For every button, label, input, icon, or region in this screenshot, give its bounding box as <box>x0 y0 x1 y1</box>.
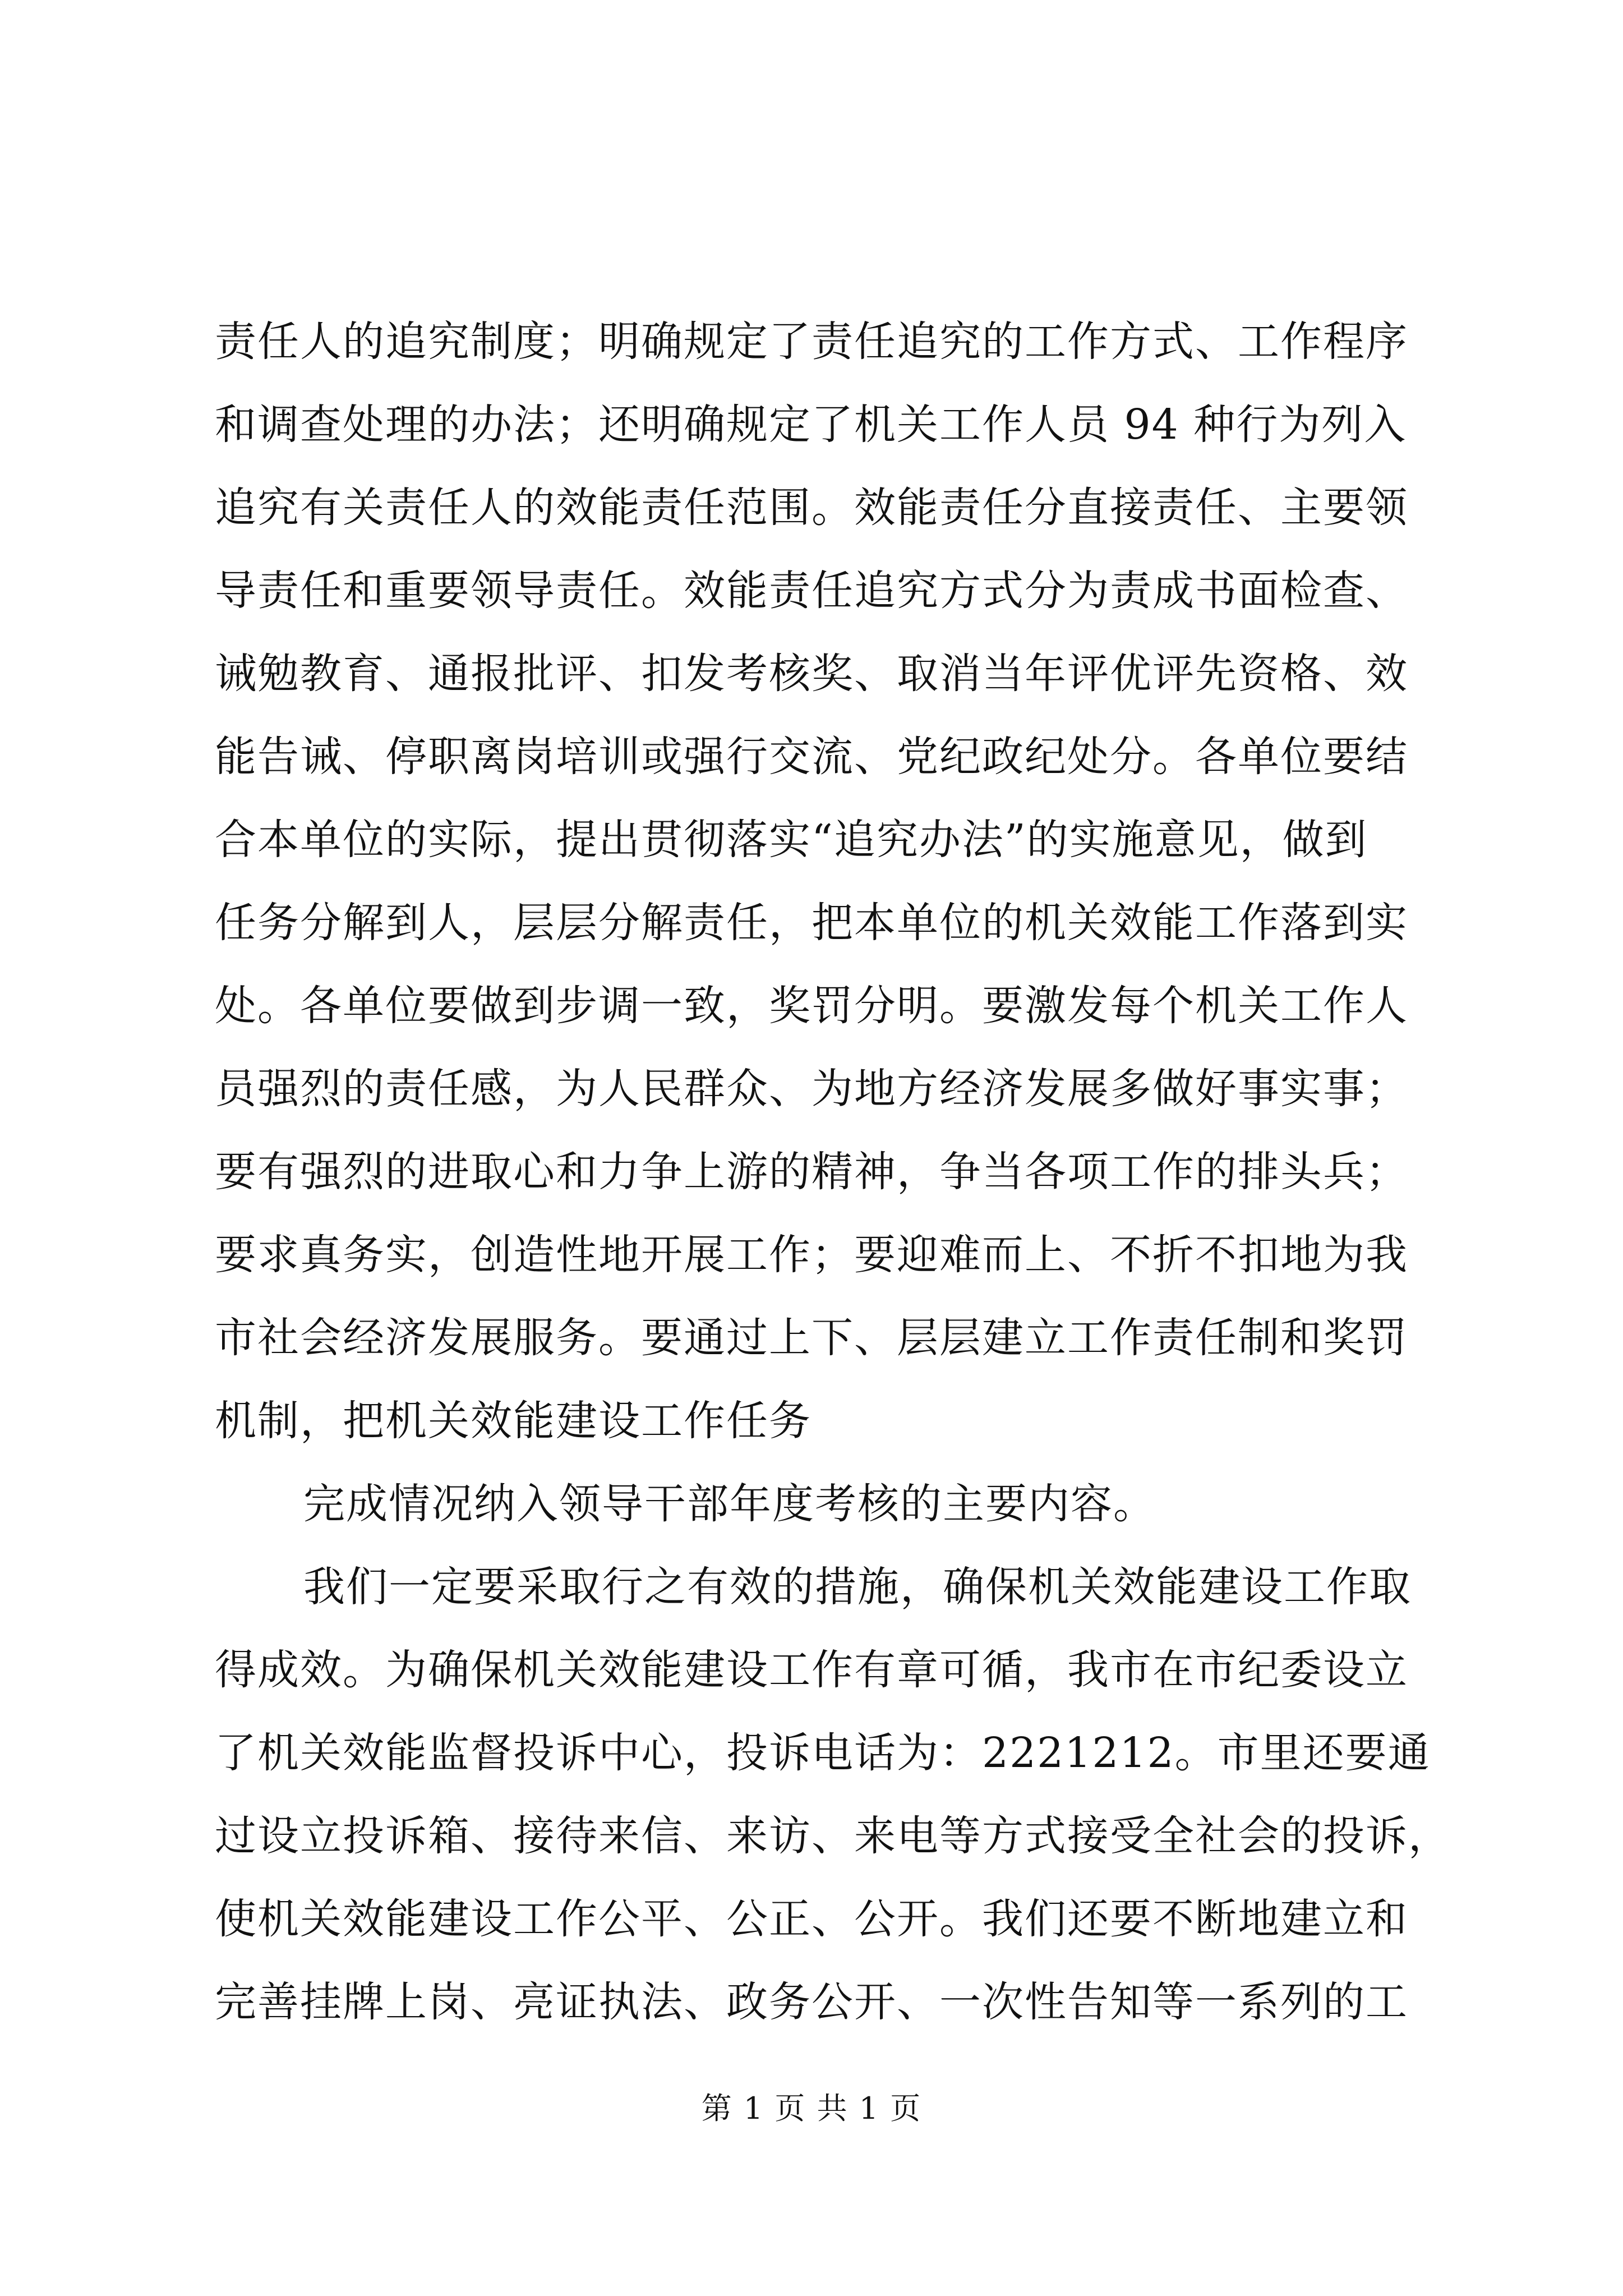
text-line-8: 任务分解到人，层层分解责任，把本单位的机关效能工作落到实 <box>215 899 1408 947</box>
page-footer: 第 1 页 共 1 页 <box>701 2091 922 2126</box>
text-line-7: 合本单位的实际，提出贯彻落实“追究办法”的实施意见，做到 <box>215 816 1368 864</box>
text-line-21: 完善挂牌上岗、亮证执法、政务公开、一次性告知等一系列的工 <box>215 1978 1408 2026</box>
body-text <box>215 300 1451 2044</box>
text-line-4: 导责任和重要领导责任。效能责任追究方式分为责成书面检查、 <box>215 567 1408 615</box>
text-line-10: 员强烈的责任感，为人民群众、为地方经济发展多做好事实事； <box>215 1065 1408 1113</box>
text-line-13: 市社会经济发展服务。要通过上下、层层建立工作责任制和奖罚 <box>215 1314 1408 1362</box>
text-line-15: 完成情况纳入领导干部年度考核的主要内容。 <box>303 1480 1156 1528</box>
text-line-19: 过设立投诉箱、接待来信、来访、来电等方式接受全社会的投诉， <box>215 1812 1451 1860</box>
text-line-1: 责任人的追究制度；明确规定了责任追究的工作方式、工作程序 <box>215 318 1408 366</box>
text-line-14: 机制，把机关效能建设工作任务 <box>215 1397 811 1445</box>
text-line-17: 得成效。为确保机关效能建设工作有章可循，我市在市纪委设立 <box>215 1646 1408 1694</box>
text-line-2: 和调查处理的办法；还明确规定了机关工作人员 94 种行为列入 <box>215 401 1407 449</box>
text-line-9: 处。各单位要做到步调一致，奖罚分明。要激发每个机关工作人 <box>215 982 1408 1030</box>
text-line-3: 追究有关责任人的效能责任范围。效能责任分直接责任、主要领 <box>215 484 1408 532</box>
text-line-6: 能告诫、停职离岗培训或强行交流、党纪政纪处分。各单位要结 <box>215 733 1408 781</box>
text-line-12: 要求真务实，创造性地开展工作；要迎难而上、不折不扣地为我 <box>215 1231 1408 1279</box>
text-line-18: 了机关效能监督投诉中心，投诉电话为：2221212。市里还要通 <box>215 1729 1431 1777</box>
text-line-16: 我们一定要采取行之有效的措施，确保机关效能建设工作取 <box>303 1563 1412 1611</box>
text-line-20: 使机关效能建设工作公平、公正、公开。我们还要不断地建立和 <box>215 1895 1408 1943</box>
text-line-5: 诫勉教育、通报批评、扣发考核奖、取消当年评优评先资格、效 <box>215 650 1408 698</box>
text-line-11: 要有强烈的进取心和力争上游的精神，争当各项工作的排头兵； <box>215 1148 1408 1196</box>
